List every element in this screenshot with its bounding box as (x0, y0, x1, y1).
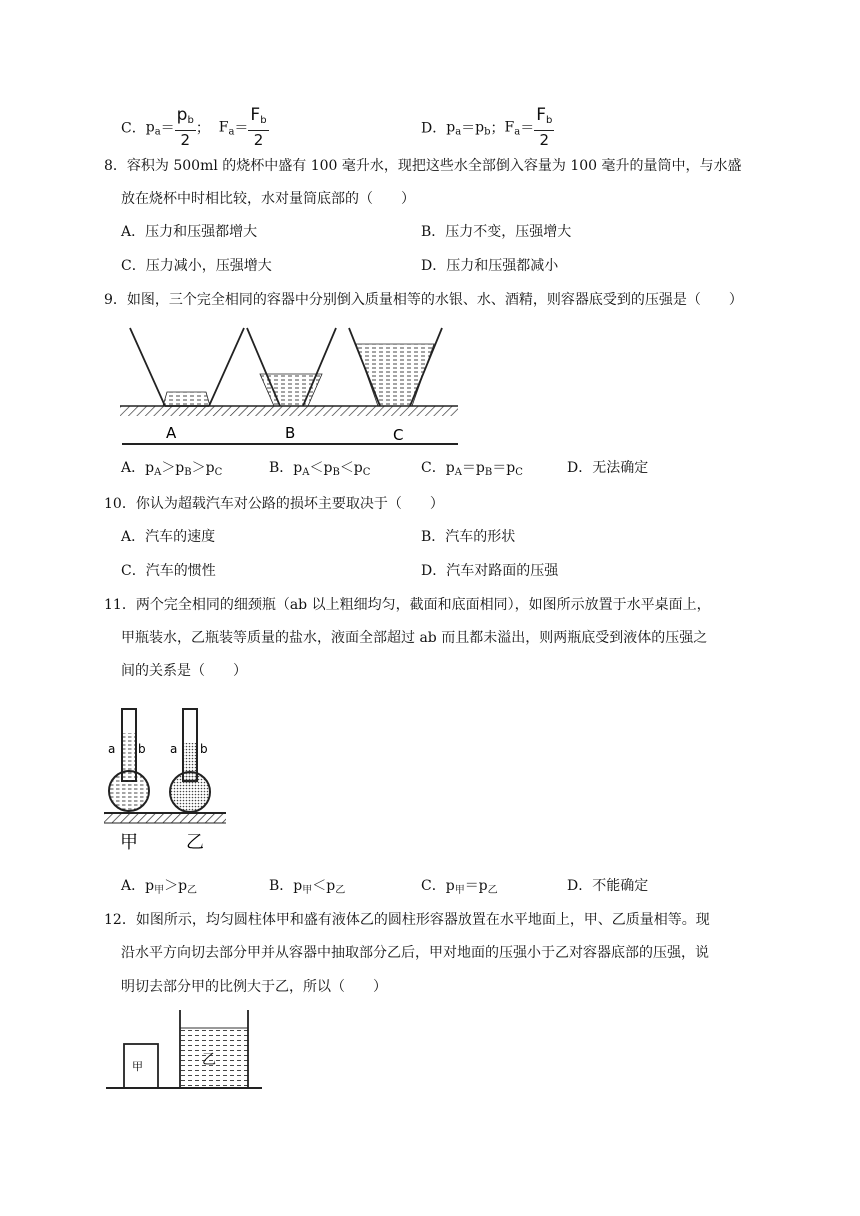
q11-stem-line2: 甲瓶装水，乙瓶装等质量的盐水，液面全部超过 ab 而且都未溢出，则两瓶底受到液体的压强之 (121, 630, 708, 646)
q9-figure-containers (120, 322, 460, 447)
q8-option-d[interactable]: D．压力和压强都减小 (421, 258, 559, 274)
fraction-fb-over-2: $\frac{F_b}{2}$ (250, 105, 267, 149)
q8-option-a[interactable]: A．压力和压强都增大 (121, 224, 258, 240)
q11-stem-line1: 11．两个完全相同的细颈瓶（ab 以上粗细均匀，截面和底面相同），如图所示放置于水平桌面上， (104, 597, 711, 613)
q10-option-b[interactable]: B．汽车的形状 (421, 529, 516, 545)
q9-stem: 9．如图，三个完全相同的容器中分别倒入质量相等的水银、水、酒精，则容器底受到的压强是（ ） (104, 292, 743, 308)
q12-figure-cylinder-container (104, 1008, 264, 1090)
label-jia: 甲 (120, 832, 138, 853)
figure-label-a: A (166, 424, 177, 442)
label-a: a (108, 742, 116, 756)
q12-stem-line2: 沿水平方向切去部分甲并从容器中抽取部分乙后，甲对地面的压强小于乙对容器底部的压强，说 (121, 945, 709, 961)
q11-option-b[interactable]: B．$p_甲<p_乙$ (269, 878, 346, 896)
q11-option-d[interactable]: D．不能确定 (567, 878, 649, 894)
q8-stem-line1: 8．容积为 500ml 的烧杯中盛有 100 毫升水，现把这些水全部倒入容量为 100 毫升的量筒中，与水盛 (104, 158, 742, 174)
label-b: b (200, 742, 208, 756)
q8-option-c[interactable]: C．压力减小，压强增大 (121, 258, 272, 274)
fraction-fb-over-2: $\frac{F_b}{2}$ (536, 105, 553, 149)
q8-stem-line2: 放在烧杯中时相比较，水对量筒底部的（ ） (121, 191, 415, 207)
q10-stem: 10．你认为超载汽车对公路的损坏主要取决于（ ） (104, 496, 444, 512)
q7-option-d[interactable]: D．$p_a=p_b$；$F_a=$ $\frac{F_b}{2}$ (421, 105, 553, 149)
q11-stem-line3: 间的关系是（ ） (121, 663, 247, 679)
q11-option-a[interactable]: A．$p_甲>p_乙$ (121, 878, 198, 896)
q12-stem-line1: 12．如图所示，均匀圆柱体甲和盛有液体乙的圆柱形容器放置在水平地面上，甲、乙质量相等。现 (104, 912, 710, 928)
fraction-pb-over-2: $\frac{p_b}{2}$ (176, 105, 194, 149)
label-b: b (138, 742, 146, 756)
q9-option-d[interactable]: D．无法确定 (567, 460, 649, 476)
figure-label-c: C (393, 426, 404, 444)
q10-option-a[interactable]: A．汽车的速度 (121, 529, 216, 545)
label-a: a (170, 742, 178, 756)
q12-stem-line3: 明切去部分甲的比例大于乙，所以（ ） (121, 979, 387, 995)
figure-label-b: B (285, 424, 296, 442)
q8-option-b[interactable]: B．压力不变，压强增大 (421, 224, 572, 240)
q9-option-a[interactable]: A．$p_A>p_B>p_C$ (121, 460, 223, 478)
q7-option-c[interactable]: C．$p_a=$ $\frac{p_b}{2}$ ； $F_a=$ $\frac{F_b}{2}$ (121, 105, 267, 149)
q10-option-c[interactable]: C．汽车的惯性 (121, 563, 216, 579)
label-yi: 乙 (186, 832, 204, 853)
q9-option-b[interactable]: B．$p_A<p_B<p_C$ (269, 460, 371, 478)
q11-option-c[interactable]: C．$p_甲=p_乙$ (421, 878, 498, 896)
q10-option-d[interactable]: D．汽车对路面的压强 (421, 563, 559, 579)
q9-option-c[interactable]: C．$p_A=p_B=p_C$ (421, 460, 523, 478)
label-yi: 乙 (202, 1052, 216, 1068)
label-jia: 甲 (132, 1060, 143, 1073)
q11-figure-flasks (104, 703, 229, 861)
